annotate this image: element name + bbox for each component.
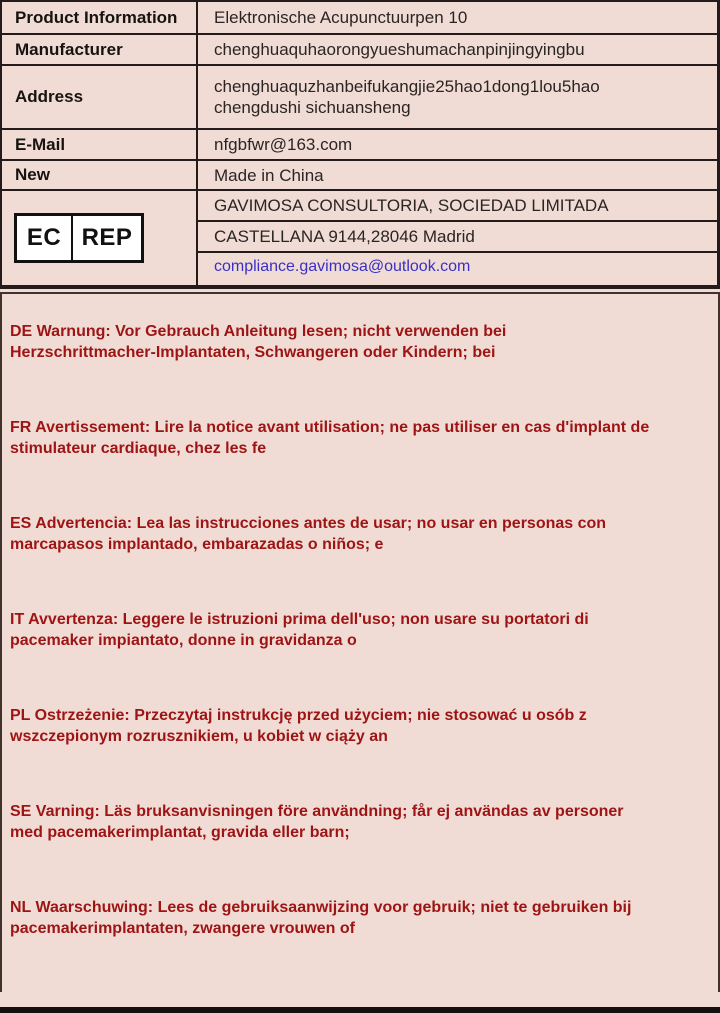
- ec-rep-company: GAVIMOSA CONSULTORIA, SOCIEDAD LIMITADA: [198, 191, 717, 222]
- warning-es: [10, 513, 710, 555]
- address-text: chenghuaquzhanbeifukangjie25hao1dong1lou5hao chengdushi sichuansheng: [214, 77, 600, 117]
- warning-line: pacemakerimplantaten, zwangere vrouwen of: [10, 920, 355, 937]
- product-info-table: [0, 0, 720, 289]
- bottom-border: [0, 1007, 720, 1013]
- warning-de: [10, 321, 710, 363]
- product-name-value: Elektronische Acupunctuurpen 10: [214, 8, 468, 27]
- row-label-product-information: Product Information: [2, 2, 198, 33]
- address-value: [198, 66, 717, 128]
- ec-rep-email-link[interactable]: compliance.gavimosa@outlook.com: [214, 258, 471, 275]
- warning-line: wszczepionym rozrusznikiem, u kobiet w ciąży an: [10, 728, 388, 745]
- warning-line: marcapasos implantado, embarazadas o niños; e: [10, 536, 384, 553]
- ec-rep-email-row: [198, 253, 717, 281]
- row-label-manufacturer: Manufacturer: [2, 35, 198, 64]
- warning-line: NL Waarschuwing: Lees de gebruiksaanwijzing voor gebruik; niet te gebruiken bij: [10, 899, 632, 916]
- warning-line: pacemaker impiantato, donne in gravidanza o: [10, 632, 357, 649]
- warning-se: [10, 801, 710, 843]
- email-value: nfgbfwr@163.com: [214, 135, 353, 154]
- table-row: [2, 35, 717, 66]
- warning-line: IT Avvertenza: Leggere le istruzioni prima dell'uso; non usare su portatori di: [10, 611, 589, 628]
- ec-rep-rep-label: REP: [81, 224, 133, 251]
- warning-line: Herzschrittmacher-Implantaten, Schwangeren oder Kindern; bei: [10, 344, 496, 361]
- warning-it: [10, 609, 710, 651]
- warnings-panel: [0, 292, 720, 992]
- warning-line: SE Varning: Läs bruksanvisningen före användning; får ej användas av personer: [10, 803, 624, 820]
- ec-rep-details: [198, 191, 717, 285]
- table-row: [2, 66, 717, 130]
- ec-rep-cell: [2, 191, 198, 285]
- table-row: [2, 161, 717, 191]
- ec-rep-ec-label: EC: [17, 216, 73, 260]
- warning-line: med pacemakerimplantat, gravida eller barn;: [10, 824, 350, 841]
- manufacturer-value: chenghuaquhaorongyueshumachanpinjingyingbu: [214, 40, 585, 59]
- row-label-new: New: [2, 161, 198, 189]
- table-row: [2, 2, 717, 35]
- warning-line: FR Avertissement: Lire la notice avant utilisation; ne pas utiliser en cas d'implant de: [10, 419, 650, 436]
- warning-line: DE Warnung: Vor Gebrauch Anleitung lesen; nicht verwenden bei: [10, 323, 507, 340]
- warning-line: PL Ostrzeżenie: Przeczytaj instrukcję przed użyciem; nie stosować u osób z: [10, 707, 587, 724]
- row-label-address: Address: [2, 66, 198, 128]
- ec-rep-icon: [14, 213, 144, 263]
- ec-rep-address: CASTELLANA 9144,28046 Madrid: [198, 222, 717, 253]
- ec-rep-row: [2, 191, 717, 285]
- warning-fr: [10, 417, 710, 459]
- warning-line: stimulateur cardiaque, chez les fe: [10, 440, 267, 457]
- warning-pl: [10, 705, 710, 747]
- origin-value: Made in China: [214, 165, 324, 185]
- row-label-email: E-Mail: [2, 130, 198, 159]
- table-row: [2, 130, 717, 161]
- warning-nl: [10, 897, 710, 939]
- warning-line: ES Advertencia: Lea las instrucciones antes de usar; no usar en personas con: [10, 515, 607, 532]
